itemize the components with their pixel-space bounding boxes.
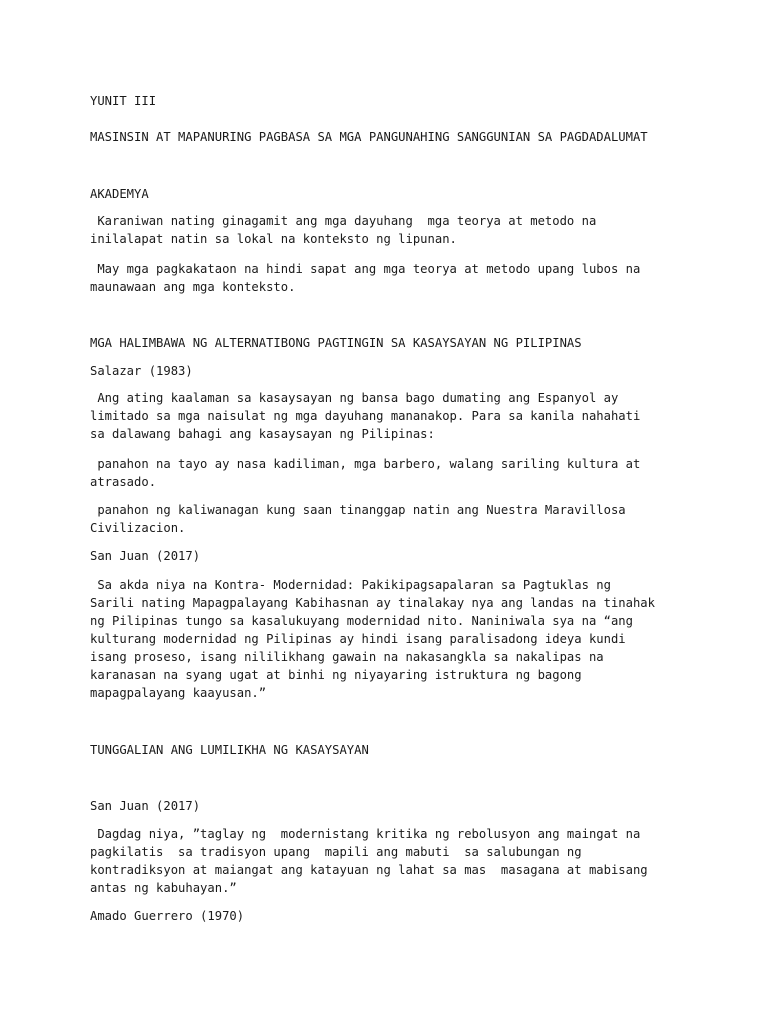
salazar-paragraph-1: Ang ating kaalaman sa kasaysayan ng bansa bago dumating ang Espanyol ay limitado sa mga naisulat ng mga dayuhang mananakop. Para sa kanila nahahati sa dalawang bahagi ang kasaysayan ng Pilipinas:: [90, 391, 641, 441]
citation-amado-guerrero: Amado Guerrero (1970): [90, 909, 245, 923]
san-juan-paragraph-2: Dagdag niya, ”taglay ng modernistang kritika ng rebolusyon ang maingat na pagkilatis sa tradisyon upang mapili ang mabuti sa salubungan ng kontradiksyon at maiangat ang katayuan ng lahat sa mas masagana at mabisang antas ng kabuhayan.”: [90, 827, 648, 895]
unit-label: YUNIT III: [90, 94, 157, 108]
section-heading-halimbawa: MGA HALIMBAWA NG ALTERNATIBONG PAGTINGIN SA KASAYSAYAN NG PILIPINAS: [90, 336, 582, 350]
section-heading-akademya: AKADEMYA: [90, 187, 149, 201]
citation-san-juan-1: San Juan (2017): [90, 549, 201, 563]
akademya-paragraph-2: May mga pagkakataon na hindi sapat ang mga teorya at metodo upang lubos na maunawaan ang mga konteksto.: [90, 262, 641, 294]
citation-salazar: Salazar (1983): [90, 364, 193, 378]
akademya-paragraph-1: Karaniwan nating ginagamit ang mga dayuhang mga teorya at metodo na inilalapat natin sa lokal na konteksto ng lipunan.: [90, 214, 597, 246]
salazar-paragraph-2: panahon na tayo ay nasa kadiliman, mga barbero, walang sariling kultura at atrasado.: [90, 457, 641, 489]
citation-san-juan-2: San Juan (2017): [90, 799, 201, 813]
san-juan-paragraph-1: Sa akda niya na Kontra- Modernidad: Pakikipagsapalaran sa Pagtuklas ng Sarili nating Mapagpalayang Kabihasnan ay tinalakay nya ang landas na tinahak ng Pilipinas tungo sa kasalukuyang modernidad nito. Naniniwala sya na “ang kulturang modernidad ng Pilipinas ay hindi isang paralisadong ideya kundi isang proseso, isang nililikhang gawain na nakasangkla sa nakalipas na karanasan na syang ugat at binhi ng niyayaring istruktura ng bagong mapagpalayang kaayusan.”: [90, 578, 655, 700]
section-heading-tunggalian: TUNGGALIAN ANG LUMILIKHA NG KASAYSAYAN: [90, 743, 369, 757]
main-title: MASINSIN AT MAPANURING PAGBASA SA MGA PANGUNAHING SANGGUNIAN SA PAGDADALUMAT: [90, 130, 648, 144]
salazar-paragraph-3: panahon ng kaliwanagan kung saan tinanggap natin ang Nuestra Maravillosa Civilizacion.: [90, 503, 626, 535]
